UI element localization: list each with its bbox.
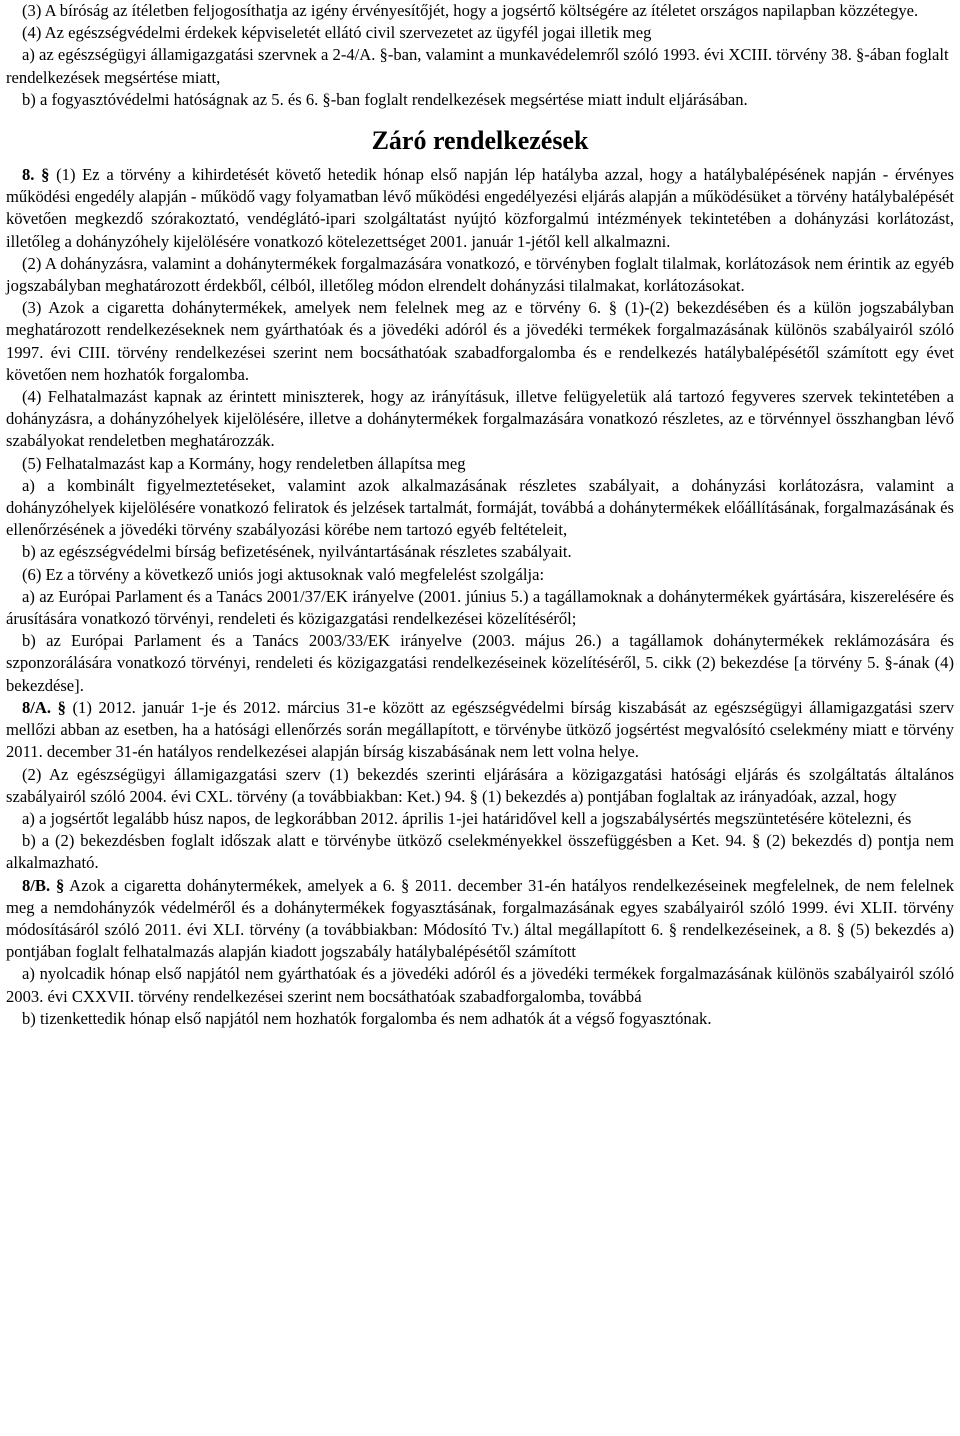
section-8-paragraph-5a: a) a kombinált figyelmeztetéseket, valamint azok alkalmazásának részletes szabályait, a dohányzási korlátozásra, valamint a dohányzóhelyek kijelölésére vonatkozó feliratok és jelzések tartalmát, formáját, továbbá a dohánytermékek előállításának, forgalmazásának és ellenőrzésének a jövedéki törvény szabályozási körébe nem tartozó egyéb feltételeit, xyxy=(6,475,954,540)
section-8-paragraph-6b: b) az Európai Parlament és a Tanács 2003/33/EK irányelve (2003. május 26.) a tagállamok dohánytermékek reklámozására és szponzorálására vonatkozó törvényi, rendeleti és közigazgatási rendelkezéseinek közelítéséről, 5. cikk (2) bekezdése [a törvény 5. §-ának (4) bekezdése]. xyxy=(6,631,954,695)
section-8a-paragraph-2: (2) Az egészségügyi államigazgatási szerv (1) bekezdés szerinti eljárására a közigazgatási hatósági eljárás és szolgáltatás általános szabályairól szóló 2004. évi CXL. törvény (a továbbiakban: Ket.) 94. § (1) bekezdés a) pontjában foglaltak az irányadóak, azzal, hogy xyxy=(6,764,954,806)
section-8a-paragraph-2a: a) a jogsértőt legalább húsz napos, de legkorábban 2012. április 1-jei határidővel kell a jogszabálysértés megszüntetésére kötelezni, és xyxy=(22,808,912,828)
section-8b-paragraph-1b: b) tizenkettedik hónap első napjától nem hozhatók forgalomba és nem adhatók át a végső fogyasztónak. xyxy=(22,1008,712,1028)
section-8-paragraph-6: (6) Ez a törvény a következő uniós jogi aktusoknak való megfelelést szolgálja: xyxy=(22,564,545,584)
section-8-paragraph-4: (4) Felhatalmazást kapnak az érintett miniszterek, hogy az irányításuk, illetve felügyeletük alá tartozó fegyveres szervek tekintetében a dohányzásra, a dohányzóhelyek kijelölésére, illetve a dohánytermékek forgalmazására vonatkozó részletes, az e törvénnyel összhangban lévő szabályokat rendeletben meghatározzák. xyxy=(6,387,954,451)
section-8b-number: 8/B. § xyxy=(22,875,65,895)
section-8-paragraph-3: (3) Azok a cigaretta dohánytermékek, amelyek nem felelnek meg az e törvény 6. § (1)-(2) bekezdésében és a külön jogszabályban meghatározott rendelkezéseknek nem gyárthatóak és a jövedéki adóról és a jövedéki termékek forgalmazásának különös szabályairól szóló 1997. évi CIII. törvény rendelkezései szerint nem bocsáthatóak szabadforgalomba és e rendelkezés hatálybalépésétől számított egy évet követően nem hozhatók forgalomba. xyxy=(6,298,954,384)
section-8-paragraph-5b: b) az egészségvédelmi bírság befizetésének, nyilvántartásának részletes szabályait. xyxy=(22,542,572,562)
intro-paragraph-3: (3) A bíróság az ítéletben feljogosíthatja az igény érvényesítőjét, hogy a jogsértő költségére az ítéletet országos napilapban közzétegye. xyxy=(22,1,919,20)
section-8-paragraph-5: (5) Felhatalmazást kap a Kormány, hogy rendeletben állapítsa meg xyxy=(22,453,466,473)
section-8-paragraph-2: (2) A dohányzásra, valamint a dohánytermékek forgalmazására vonatkozó, e törvényben foglalt tilalmak, korlátozások nem érintik az egyéb jogszabályban meghatározott érdekből, célból, illetőleg módon elrendelt dohányzási tilalmakat, korlátozásokat. xyxy=(6,253,954,296)
section-8-paragraph-6a: a) az Európai Parlament és a Tanács 2001/37/EK irányelve (2001. június 5.) a tagállamoknak a dohánytermékek gyártására, kiszerelésére és árusítására vonatkozó törvényi, rendeleti és közigazgatási rendelkezései közelítéséről; xyxy=(6,586,954,629)
section-8-p1-text: (1) Ez a törvény a kihirdetését követő hetedik hónap első napján lép hatályba azzal, hogy a hatálybalépésének napján - érvényes működési engedély alapján - működő vagy folyamatban lévő működési engedélyezési eljárás alapján a működésüket a törvény hatálybalépését követően megkezdő szórakoztató, vendéglátó-ipari szolgáltatást nyújtó közforgalmú intézmények tekintetében a dohányzási korlátozást, illetőleg a dohányzóhely kijelölésére vonatkozó kötelezettséget 2001. január 1-jétől kell alkalmazni. xyxy=(6,165,954,251)
section-title: Záró rendelkezések xyxy=(371,126,589,156)
section-8-number: 8. § xyxy=(22,165,50,185)
document-page xyxy=(6,0,954,1030)
intro-item-b: b) a fogyasztóvédelmi hatóságnak az 5. és 6. §-ban foglalt rendelkezések megsértése miatt indult eljárásában. xyxy=(22,89,748,109)
section-8a-number: 8/A. § xyxy=(22,697,66,717)
section-8b-p1-text: Azok a cigaretta dohánytermékek, amelyek a 6. § 2011. december 31-én hatályos rendelkezéseinek megfelelnek, de nem felelnek meg a nemdohányzók védelméről és a dohánytermékek fogyasztásának, forgalmazásának egyes szabályairól szóló 1999. évi XLII. törvény módosításáról szóló 2011. évi XLI. törvény (a továbbiakban: Módosító Tv.) által megállapított 6. § rendelkezéseinek, a 8. § (5) bekezdés a) pontjában foglalt felhatalmazás alapján kiadott jogszabály hatálybalépésétől számított xyxy=(6,875,954,962)
intro-item-a: a) az egészségügyi államigazgatási szervnek a 2-4/A. §-ban, valamint a munkavédelemről szóló 1993. évi XCIII. törvény 38. §-ában foglalt rendelkezések megsértése miatt, xyxy=(6,45,949,87)
section-8a-p1-text: (1) 2012. január 1-je és 2012. március 31-e között az egészségvédelmi bírság kiszabását az egészségügyi államigazgatási szerv mellőzi abban az esetben, ha a hatósági ellenőrzés során megállapított, e törvénybe ütköző jogsértést megvalósító cselekmény miatt e törvény 2011. december 31-én hatályos rendelkezései alapján bírság kiszabásának nem lett volna helye. xyxy=(6,697,955,762)
section-8b-paragraph-1a: a) nyolcadik hónap első napjától nem gyárthatóak és a jövedéki adóról és a jövedéki termékek forgalmazásának különös szabályairól szóló 2003. évi CXXVII. törvény rendelkezései szerint nem bocsáthatóak szabadforgalomba, továbbá xyxy=(6,964,954,1006)
section-8-paragraph-1 xyxy=(6,164,954,253)
intro-paragraph-4: (4) Az egészségvédelmi érdekek képviseletét ellátó civil szervezetet az ügyfél jogai illetik meg xyxy=(22,23,652,43)
section-8a-paragraph-1 xyxy=(6,697,954,764)
section-8b-paragraph-1 xyxy=(6,875,954,964)
section-8a-paragraph-2b: b) a (2) bekezdésben foglalt időszak alatt e törvénybe ütköző cselekményekkel összefüggésben a Ket. 94. § (2) bekezdés d) pontja nem alkalmazható. xyxy=(6,831,954,873)
